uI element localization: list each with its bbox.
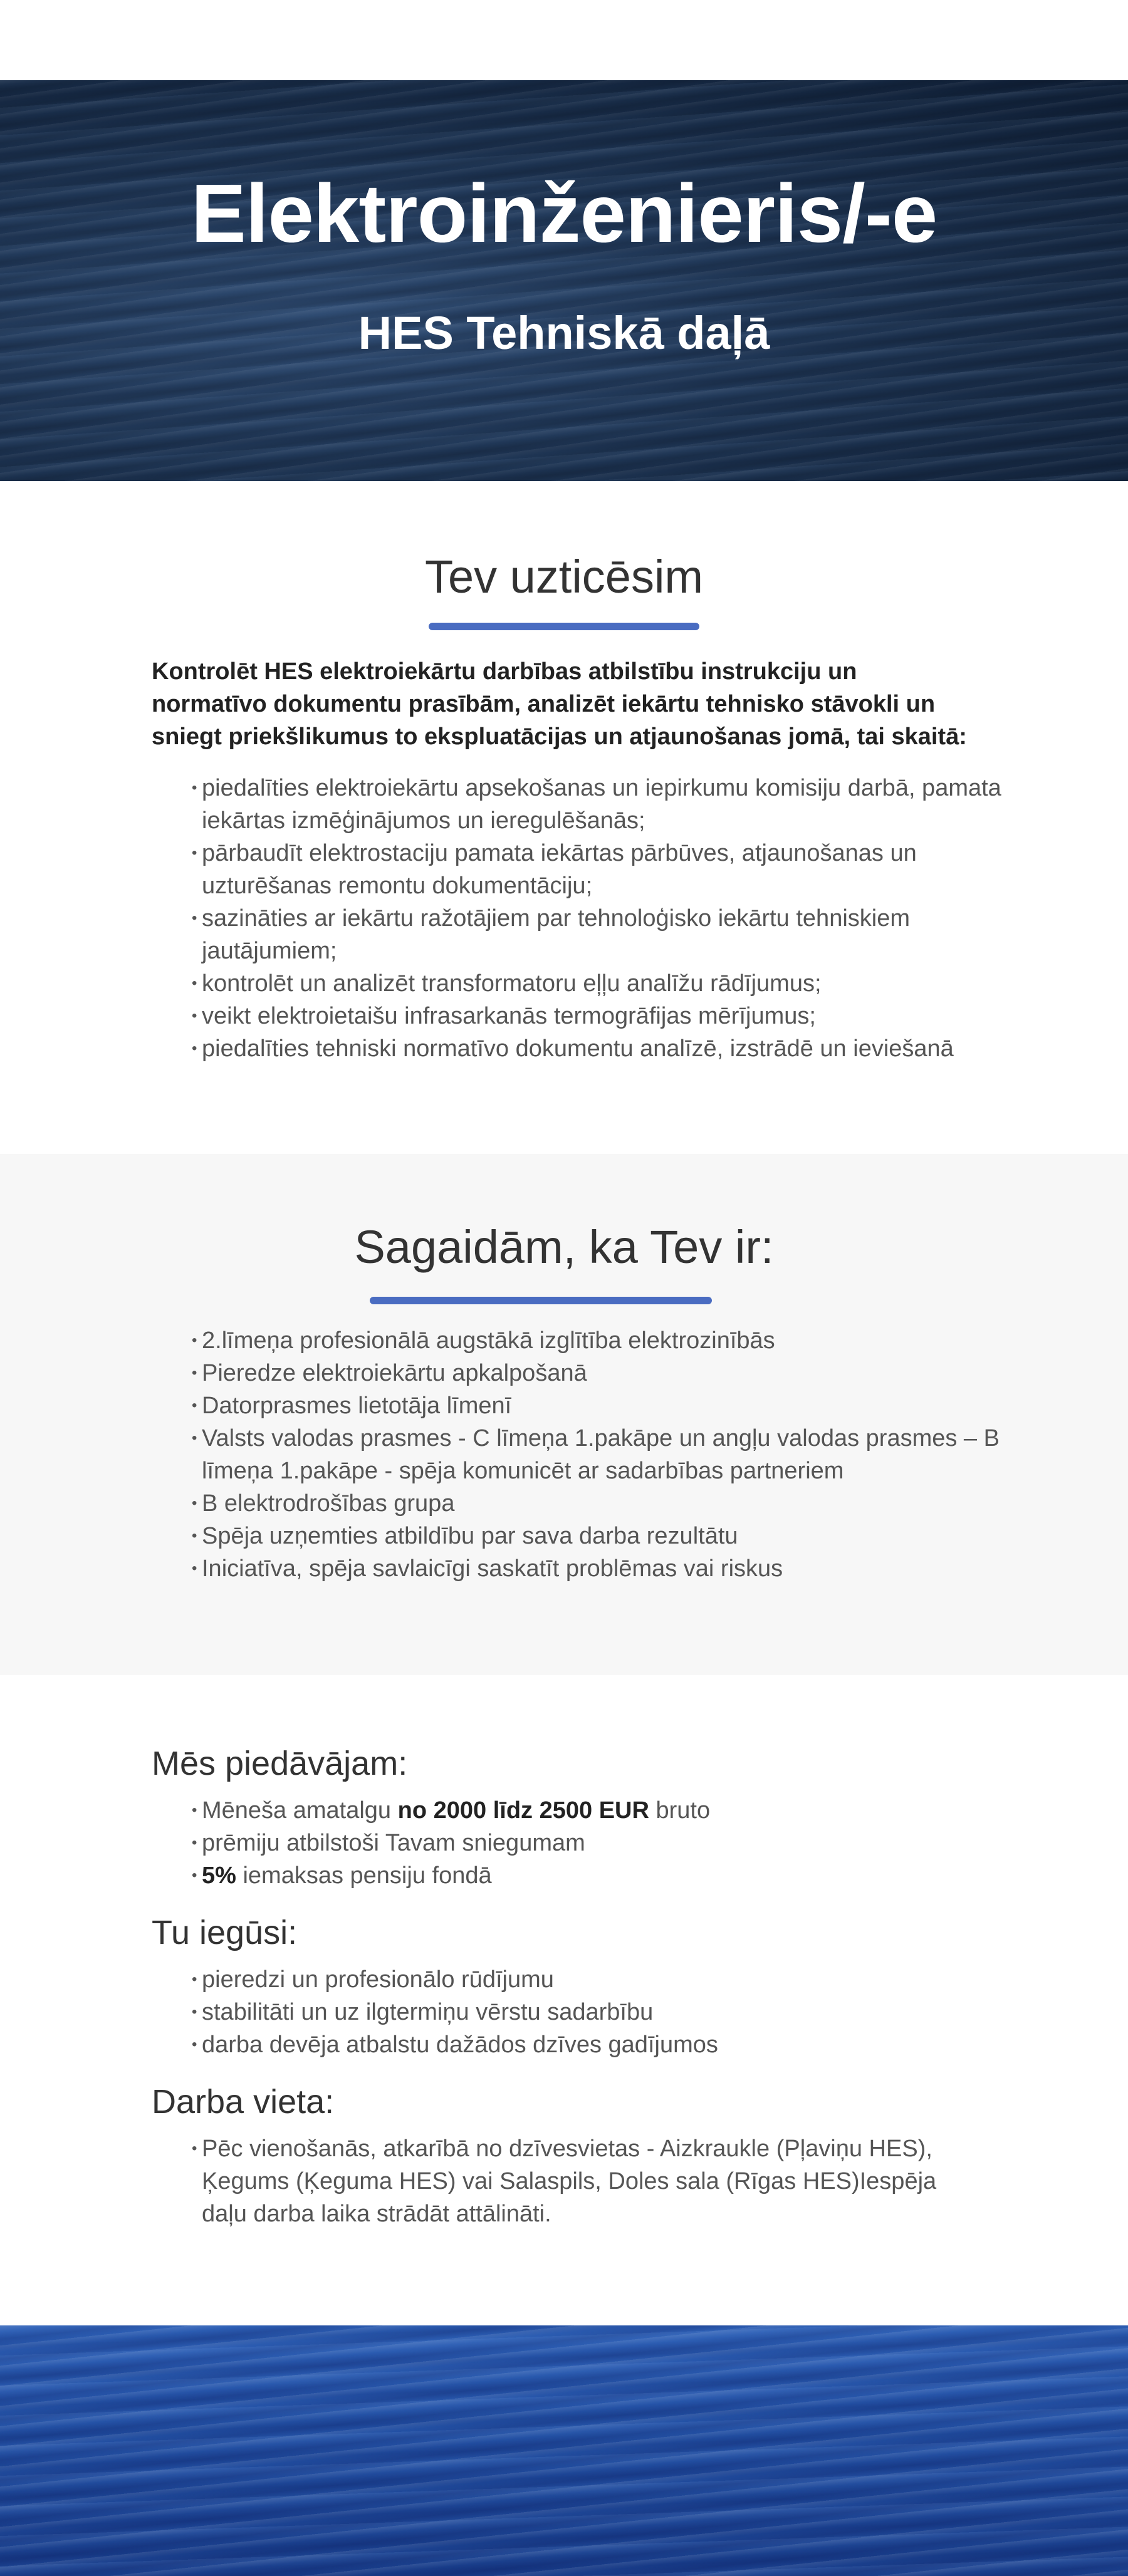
list-item: • Valsts valodas prasmes - C līmeņa 1.pakāpe un angļu valodas prasmes – B līmeņa 1.pakāpe - spēja komunicēt ar sadarbības partneriem xyxy=(192,1422,1006,1487)
pension-suffix: iemaksas pensiju fondā xyxy=(236,1862,492,1889)
salary-item xyxy=(192,1794,1006,1827)
requirements-heading: Sagaidām, ka Tev ir: xyxy=(354,1221,774,1273)
list-item: • B elektrodrošības grupa xyxy=(192,1487,1006,1520)
list-item: • 2.līmeņa profesionālā augstākā izglītība elektrozinībās xyxy=(192,1324,1006,1357)
bonus-item: • prēmiju atbilstoši Tavam sniegumam xyxy=(192,1827,1006,1859)
list-item: • Spēja uzņemties atbildību par sava darba rezultātu xyxy=(192,1520,1006,1552)
offer-section xyxy=(0,1675,1128,2325)
list-item: • pārbaudīt elektrostaciju pamata iekārtas pārbūves, atjaunošanas un uzturēšanas remontu dokumentāciju; xyxy=(192,837,1006,902)
list-item: • darba devēja atbalstu dažādos dzīves gadījumos xyxy=(192,2028,1006,2061)
list-item: • Datorprasmes lietotāja līmenī xyxy=(192,1389,1006,1422)
salary-amount: no 2000 līdz 2500 EUR xyxy=(397,1797,649,1824)
list-item: • piedalīties elektroiekārtu apsekošanas un iepirkumu komisiju darbā, pamata iekārtas izmēģinājumos un ieregulēšanās; xyxy=(192,772,1006,837)
salary-suffix: bruto xyxy=(649,1797,711,1824)
list-item: • kontrolēt un analizēt transformatoru eļļu analīžu rādījumus; xyxy=(192,967,1006,1000)
list-item: • Pēc vienošanās, atkarībā no dzīvesvietas - Aizkraukle (Pļaviņu HES), Ķegums (Ķeguma HES) vai Salaspils, Doles sala (Rīgas HES)Iespēja daļu darba laika strādāt attālināti. xyxy=(192,2132,944,2230)
department-subtitle: HES Tehniskā daļā xyxy=(358,307,770,359)
offer-heading: Mēs piedāvājam: xyxy=(152,1745,408,1782)
list-item: • pieredzi un profesionālo rūdījumu xyxy=(192,1963,1006,1996)
pension-item xyxy=(192,1859,1006,1892)
list-item: • piedalīties tehniski normatīvo dokumentu analīzē, izstrādē un ieviešanā xyxy=(192,1032,1006,1065)
pension-percent: 5% xyxy=(202,1862,236,1889)
list-item: • veikt elektroietaišu infrasarkanās termogrāfijas mērījumus; xyxy=(192,1000,1006,1032)
offer-list xyxy=(192,1794,1006,1892)
list-item: • stabilitāti un uz ilgtermiņu vērstu sadarbību xyxy=(192,1996,1006,2028)
responsibilities-lead: Kontrolēt HES elektroiekārtu darbības atbilstību instrukciju un normatīvo dokumentu prasībām, analizēt iekārtu tehnisko stāvokli un sniegt priekšlikumus to ekspluatācijas un atjaunošanas jomā, tai skaitā: xyxy=(152,658,967,750)
location-list xyxy=(192,2132,944,2230)
salary-prefix: Mēneša amatalgu xyxy=(202,1797,398,1824)
responsibilities-heading: Tev uzticēsim xyxy=(424,551,704,603)
footer-water-image xyxy=(0,2325,1128,2576)
responsibilities-section xyxy=(0,481,1128,1154)
heading-underline xyxy=(429,623,699,630)
requirements-section xyxy=(0,1154,1128,1675)
job-title: Elektroinženieris/-e xyxy=(191,167,937,259)
list-item: • Pieredze elektroiekārtu apkalpošanā xyxy=(192,1357,1006,1389)
gain-heading: Tu iegūsi: xyxy=(152,1914,298,1951)
requirements-list xyxy=(192,1324,1006,1585)
hero-banner xyxy=(0,80,1128,481)
list-item: • sazināties ar iekārtu ražotājiem par tehnoloģisko iekārtu tehniskiem jautājumiem; xyxy=(192,902,1006,967)
location-heading: Darba vieta: xyxy=(152,2083,335,2121)
list-item: • Iniciatīva, spēja savlaicīgi saskatīt problēmas vai riskus xyxy=(192,1552,1006,1585)
gain-list xyxy=(192,1963,1006,2061)
responsibilities-list xyxy=(192,772,1006,1065)
heading-underline xyxy=(370,1297,712,1304)
